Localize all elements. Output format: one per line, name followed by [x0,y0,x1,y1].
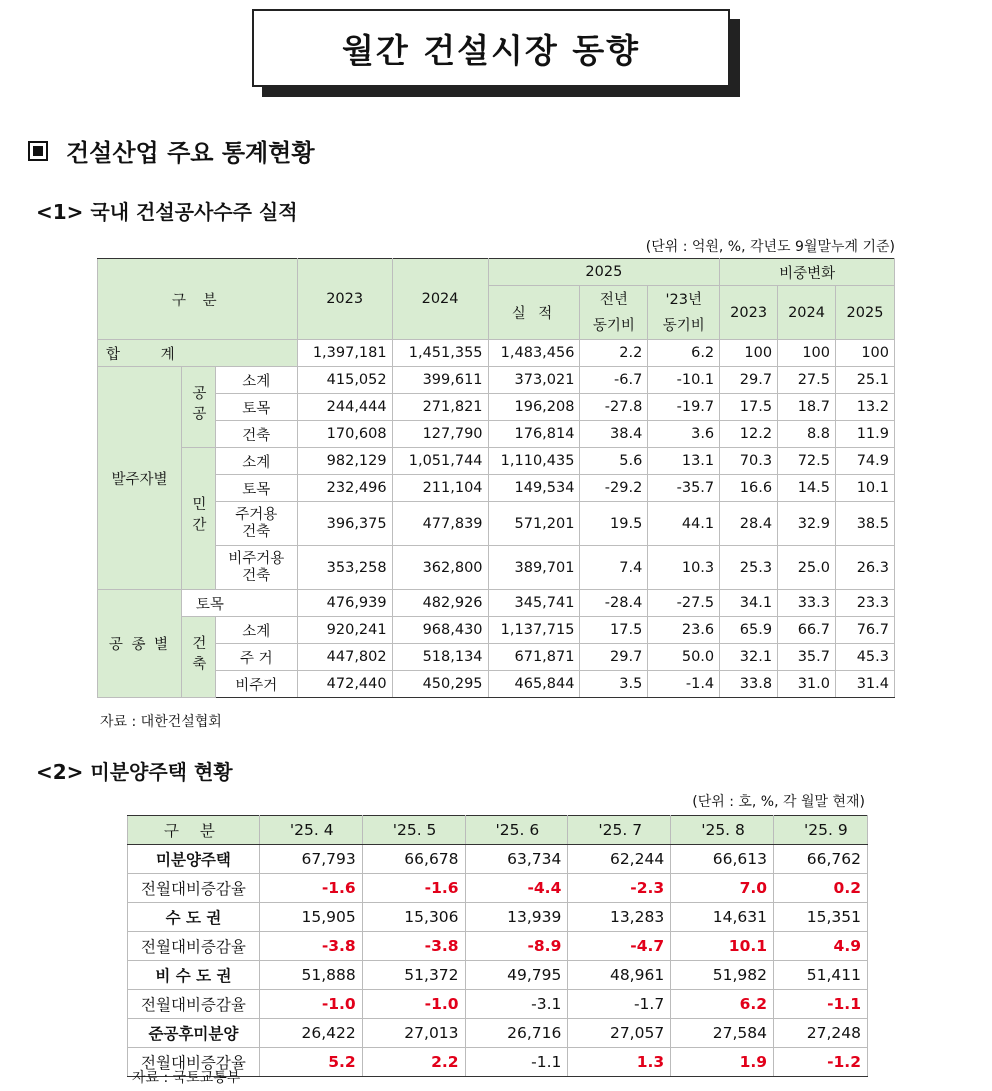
table-cell: 66.7 [778,617,836,644]
table-row [128,903,868,932]
table-cell: 16.6 [720,475,778,502]
table-cell: 29.7 [720,367,778,394]
header-share-2023: 2023 [720,286,778,340]
subheading-construction-orders: <1> 국내 건설공사수주 실적 [36,200,298,224]
header-month: '25. 4 [259,816,362,845]
table-row [128,1019,868,1048]
table-cell: 0.2 [774,874,868,903]
table-cell: 373,021 [488,367,580,394]
row-label: 비주거용 건축 [215,546,297,590]
table-row [128,990,868,1019]
table-cell: 271,821 [392,394,488,421]
unsold-housing-table [127,815,868,1077]
table-cell: 74.9 [836,448,895,475]
row-label: 소계 [215,367,297,394]
header-share-2025: 2025 [836,286,895,340]
table-cell: 34.1 [720,590,778,617]
table-cell: 10.1 [836,475,895,502]
unit-note-2: (단위 : 호, %, 각 월말 현재) [692,794,865,810]
table-cell: 15,905 [259,903,362,932]
table-cell: 4.9 [774,932,868,961]
table-cell: 27,013 [362,1019,465,1048]
table-cell: 1,051,744 [392,448,488,475]
table-cell: 76.7 [836,617,895,644]
table-cell: 447,802 [297,644,392,671]
table-cell: 51,372 [362,961,465,990]
table-cell: -29.2 [580,475,648,502]
table-cell: 345,741 [488,590,580,617]
unit-note-1: (단위 : 억원, %, 각년도 9월말누계 기준) [645,239,895,255]
table-cell: 17.5 [720,394,778,421]
group-label-client: 발주자별 [98,367,182,590]
table-cell: 23.6 [648,617,720,644]
header-gubun: 구 분 [98,259,298,340]
row-label: 건축 [215,421,297,448]
table-cell: -6.7 [580,367,648,394]
row-label: 전월대비증감율 [128,874,260,903]
table-cell: 476,939 [297,590,392,617]
table-cell: -1.6 [259,874,362,903]
table-cell: 1,110,435 [488,448,580,475]
table-cell: 15,351 [774,903,868,932]
table-cell: 1.9 [671,1048,774,1077]
table-cell: 196,208 [488,394,580,421]
table-cell: 482,926 [392,590,488,617]
table-cell: 38.5 [836,502,895,546]
header-month: '25. 7 [568,816,671,845]
table-cell: 170,608 [297,421,392,448]
table-cell: 8.8 [778,421,836,448]
table-cell: 14,631 [671,903,774,932]
table-cell: 244,444 [297,394,392,421]
table-cell: 1,451,355 [392,340,488,367]
row-label: 소계 [215,617,297,644]
table-cell: 100 [836,340,895,367]
header-month: '25. 5 [362,816,465,845]
table-cell: 13.1 [648,448,720,475]
table-cell: 35.7 [778,644,836,671]
table-cell: 33.8 [720,671,778,698]
table-cell: 51,411 [774,961,868,990]
table-cell: 6.2 [648,340,720,367]
table-cell: 3.5 [580,671,648,698]
table-cell: 3.6 [648,421,720,448]
header-share-2024: 2024 [778,286,836,340]
table-cell: -3.8 [259,932,362,961]
header-gubun: 구 분 [128,816,260,845]
table-cell: 518,134 [392,644,488,671]
table-cell: 396,375 [297,502,392,546]
table-cell: 19.5 [580,502,648,546]
table-cell: 571,201 [488,502,580,546]
table-cell: -10.1 [648,367,720,394]
header-2025: 2025 [488,259,720,286]
table-cell: 415,052 [297,367,392,394]
table-cell: 7.0 [671,874,774,903]
table-cell: 65.9 [720,617,778,644]
header-month: '25. 9 [774,816,868,845]
source-note-1: 자료 : 대한건설협회 [100,714,222,730]
table-cell: 32.9 [778,502,836,546]
group-label-type: 공 종 별 [98,590,182,698]
table-cell: 5.6 [580,448,648,475]
table-cell: 23.3 [836,590,895,617]
row-label: 준공후미분양 [128,1019,260,1048]
table-cell: 66,678 [362,845,465,874]
source-note-2: 자료 : 국토교통부 [132,1070,241,1086]
header-month: '25. 6 [465,816,568,845]
group-label-private: 민간 [181,448,215,590]
table-cell: 45.3 [836,644,895,671]
page-title: 월간 건설시장 동향 [341,30,640,70]
table-cell: 353,258 [297,546,392,590]
table-cell: 17.5 [580,617,648,644]
table-cell: -27.5 [648,590,720,617]
row-label: 토목 [215,475,297,502]
table-cell: 5.2 [259,1048,362,1077]
table-cell: -1.2 [774,1048,868,1077]
header-share-change: 비중변화 [720,259,895,286]
table-cell: 6.2 [671,990,774,1019]
row-label: 주거용 건축 [215,502,297,546]
table-cell: 1.3 [568,1048,671,1077]
table-row [128,932,868,961]
table-row [128,961,868,990]
table-cell: 72.5 [778,448,836,475]
table-cell: 49,795 [465,961,568,990]
table-cell: 1,397,181 [297,340,392,367]
table-cell: 63,734 [465,845,568,874]
table-cell: -1.4 [648,671,720,698]
table-cell: 389,701 [488,546,580,590]
table-cell: 26,716 [465,1019,568,1048]
header-2023: 2023 [297,259,392,340]
table-cell: -8.9 [465,932,568,961]
row-label: 전월대비증감율 [128,1048,260,1077]
square-bullet-icon [28,141,48,161]
table-cell: 211,104 [392,475,488,502]
construction-orders-table [97,258,895,698]
row-label: 비 수 도 권 [128,961,260,990]
table-cell: 67,793 [259,845,362,874]
table-cell: 51,982 [671,961,774,990]
table-cell: 27,248 [774,1019,868,1048]
table-cell: -27.8 [580,394,648,421]
table-cell: 51,888 [259,961,362,990]
table-cell: -1.1 [465,1048,568,1077]
row-label-total: 합 계 [98,340,298,367]
table-cell: 982,129 [297,448,392,475]
table-cell: 26,422 [259,1019,362,1048]
table-cell: -19.7 [648,394,720,421]
table-cell: 13,283 [568,903,671,932]
table-cell: -28.4 [580,590,648,617]
table-cell: 27,057 [568,1019,671,1048]
table-cell: 472,440 [297,671,392,698]
table-cell: 29.7 [580,644,648,671]
table-cell: -4.4 [465,874,568,903]
table-cell: 33.3 [778,590,836,617]
table-cell: 10.3 [648,546,720,590]
table-cell: -35.7 [648,475,720,502]
table-row [128,845,868,874]
table-cell: 25.1 [836,367,895,394]
table-cell: 26.3 [836,546,895,590]
table-cell: 2.2 [580,340,648,367]
row-label: 비주거 [215,671,297,698]
header-month: '25. 8 [671,816,774,845]
table-cell: 32.1 [720,644,778,671]
table-cell: -3.8 [362,932,465,961]
row-label: 수 도 권 [128,903,260,932]
table-cell: 44.1 [648,502,720,546]
table-cell: 28.4 [720,502,778,546]
table-cell: 11.9 [836,421,895,448]
table-cell: -1.7 [568,990,671,1019]
table-cell: 31.4 [836,671,895,698]
table-cell: -3.1 [465,990,568,1019]
table-cell: 13,939 [465,903,568,932]
table-cell: 465,844 [488,671,580,698]
table-cell: -1.0 [362,990,465,1019]
table-cell: 48,961 [568,961,671,990]
table-cell: 62,244 [568,845,671,874]
table-cell: -1.1 [774,990,868,1019]
section-title: 건설산업 주요 통계현황 [66,139,315,167]
table-cell: -4.7 [568,932,671,961]
row-label: 토목 [181,590,297,617]
table-cell: 10.1 [671,932,774,961]
header-2024: 2024 [392,259,488,340]
table-cell: 149,534 [488,475,580,502]
row-label: 전월대비증감율 [128,990,260,1019]
table-cell: 66,613 [671,845,774,874]
table-cell: 2.2 [362,1048,465,1077]
table-cell: 100 [720,340,778,367]
table-cell: 14.5 [778,475,836,502]
header-actual: 실 적 [488,286,580,340]
row-label: 미분양주택 [128,845,260,874]
table-cell: 12.2 [720,421,778,448]
table-cell: 27,584 [671,1019,774,1048]
section-heading [28,133,315,168]
table-cell: 362,800 [392,546,488,590]
table-cell: 477,839 [392,502,488,546]
group-label-public: 공공 [181,367,215,448]
table-cell: 920,241 [297,617,392,644]
table-cell: 38.4 [580,421,648,448]
table-row [128,874,868,903]
row-label: 토목 [215,394,297,421]
table-cell: 7.4 [580,546,648,590]
table-cell: 70.3 [720,448,778,475]
table-cell: 1,483,456 [488,340,580,367]
table-cell: 127,790 [392,421,488,448]
table-cell: 1,137,715 [488,617,580,644]
table-cell: -2.3 [568,874,671,903]
header-yoy: 전년 동기비 [580,286,648,340]
row-label: 전월대비증감율 [128,932,260,961]
group-label-building: 건축 [181,617,215,698]
table-cell: 968,430 [392,617,488,644]
table-cell: 50.0 [648,644,720,671]
table-cell: 31.0 [778,671,836,698]
table-cell: 176,814 [488,421,580,448]
row-label: 소계 [215,448,297,475]
table-cell: 100 [778,340,836,367]
table-cell: 15,306 [362,903,465,932]
subheading-unsold-housing: <2> 미분양주택 현황 [36,760,233,784]
table-cell: 671,871 [488,644,580,671]
table-cell: 27.5 [778,367,836,394]
table-cell: 66,762 [774,845,868,874]
table-cell: -1.0 [259,990,362,1019]
row-label: 주 거 [215,644,297,671]
table-cell: -1.6 [362,874,465,903]
table-cell: 232,496 [297,475,392,502]
table-cell: 25.0 [778,546,836,590]
table-cell: 399,611 [392,367,488,394]
table-cell: 450,295 [392,671,488,698]
table-cell: 13.2 [836,394,895,421]
table-cell: 25.3 [720,546,778,590]
header-vs-2023: '23년 동기비 [648,286,720,340]
page-title-box [252,9,730,87]
table-cell: 18.7 [778,394,836,421]
